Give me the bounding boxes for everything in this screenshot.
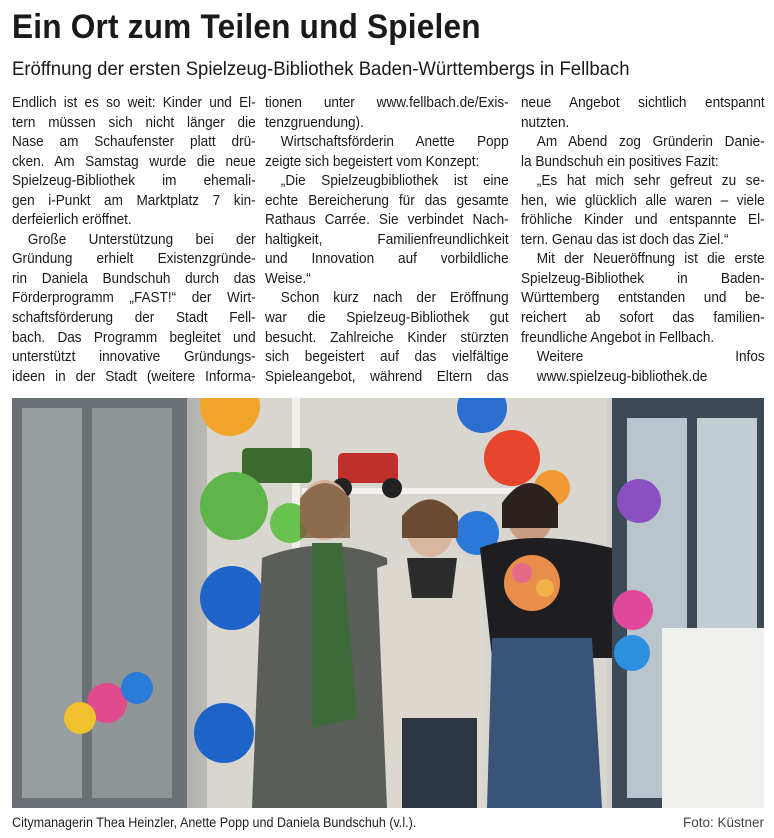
text-line: ideen in der Stadt (weitere Informa- <box>12 368 256 385</box>
text-line: zeigte sich begeistert vom Konzept: <box>265 153 480 170</box>
text-line: reichert ab sofort das familien- <box>521 310 765 327</box>
text-line: tenzgruendung). <box>265 114 364 131</box>
text-line: Große Unterstützung bei der <box>27 231 256 248</box>
text-line: Gründung erhielt Existenzgründe- <box>12 251 256 268</box>
text-line: nutzten. <box>521 114 570 131</box>
text-line: sich begeistert auf das vielfältige <box>265 349 509 366</box>
text-line: Wirtschaftsförderin Anette Popp <box>280 134 509 151</box>
text-line: Rathaus Carrée. Sie verbindet Nach- <box>265 212 509 229</box>
text-line: fröhliche Kinder und entspannte El- <box>521 212 765 229</box>
text-line: Weise.“ <box>265 270 311 287</box>
article-title: Ein Ort zum Teilen und Spielen <box>12 8 481 46</box>
text-line: hen, wie glücklich alle waren – viele <box>521 192 765 209</box>
text-line: „Es hat mich sehr gefreut zu se- <box>536 173 765 190</box>
text-column-1 <box>12 94 256 387</box>
text-line: besucht. Zahlreiche Kinder stürzten <box>265 329 509 346</box>
text-line: Nase am Schaufenster platt drü- <box>12 134 256 151</box>
text-line: Mit der Neueröffnung ist die erste <box>536 251 765 268</box>
text-line: la Bundschuh ein positives Fazit: <box>521 153 719 170</box>
table <box>662 628 764 808</box>
text-line: unterstützt innovative Gründungs- <box>12 349 256 366</box>
text-line: haltigkeit, Familienfreundlichkeit <box>265 231 509 248</box>
article-subtitle: Eröffnung der ersten Spielzeug-Bibliothek Baden-Württembergs in Fellbach <box>12 58 630 80</box>
text-line: www.spielzeug-bibliothek.de <box>536 368 708 385</box>
text-line: Förderprogramm „FAST!“ der Wirt- <box>12 290 256 307</box>
text-line: echte Bereicherung für das gesamte <box>265 192 509 209</box>
text-line: rin Daniela Bundschuh durch das <box>12 270 256 287</box>
text-line: Weitere Infos <box>536 349 765 366</box>
text-line: tern. Genau das ist doch das Ziel.“ <box>521 231 729 248</box>
text-line: cken. Am Samstag wurde die neue <box>12 153 256 170</box>
text-line: Am Abend zog Gründerin Danie- <box>536 134 765 151</box>
text-line: gen i-Punkt am Marktplatz 7 kin- <box>12 192 256 209</box>
text-line: „Die Spielzeugbibliothek ist eine <box>280 173 509 190</box>
text-column-3 <box>521 94 764 387</box>
text-column-2 <box>265 94 509 387</box>
text-line: Schon kurz nach der Eröffnung <box>280 290 509 307</box>
text-line: und Innovation auf vorbildliche <box>265 251 509 268</box>
text-line: Spieleangebot, während Eltern das <box>265 368 509 385</box>
text-line: neue Angebot sichtlich entspannt <box>521 95 765 111</box>
text-line: Württemberg entstanden und be- <box>521 290 765 307</box>
text-line: bach. Das Programm begleitet und <box>12 329 256 346</box>
text-line: Spielzeug-Bibliothek in Baden- <box>521 270 765 287</box>
article-photo <box>12 398 764 808</box>
text-line: freundliche Angebot in Fellbach. <box>521 329 715 346</box>
photo-caption: Citymanagerin Thea Heinzler, Anette Popp und Daniela Bundschuh (v.l.). <box>12 815 417 830</box>
photo-illustration <box>12 398 764 808</box>
text-line: schaftsförderung der Stadt Fell- <box>12 310 256 327</box>
text-line: war die Spielzeug-Bibliothek gut <box>265 310 509 327</box>
text-line: Endlich ist es so weit: Kinder und El- <box>12 95 256 111</box>
text-line: derfeierlich eröffnet. <box>12 212 132 229</box>
text-line: tionen unter www.fellbach.de/Exis- <box>265 95 509 111</box>
text-line: Spielzeug-Bibliothek im ehemali- <box>12 173 256 190</box>
text-line: tern müssen sich nicht länger die <box>12 114 256 131</box>
photo-credit: Foto: Küstner <box>682 815 764 830</box>
